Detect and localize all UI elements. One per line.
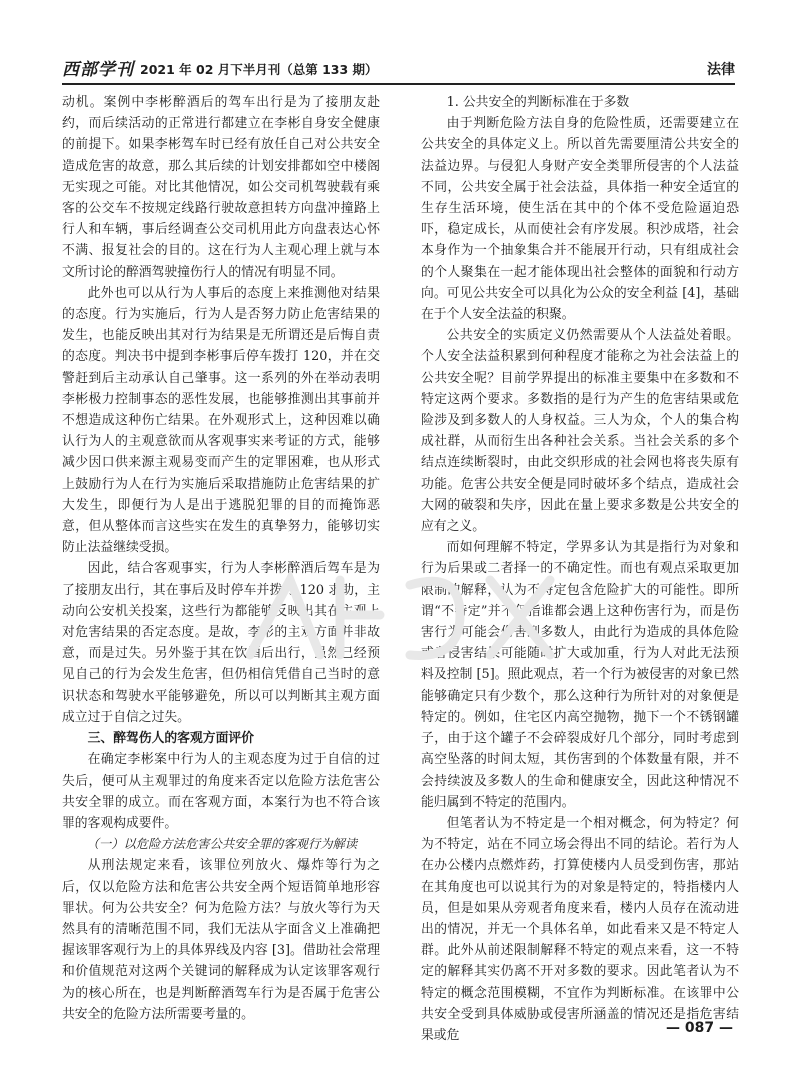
header-rule xyxy=(62,83,735,85)
paragraph: 从刑法规定来看，该罪位列放火、爆炸等行为之后，仅以危险方法和危害公共安全两个短语简单地形容罪状。何为公共安全？何为危险方法？与放火等行为天然具有的清晰范围不同，我们无法从字面含义上准确把握该罪客观行为上的具体界线及内容 [3]。借助社会常理和价值规范对这两个关键词的解释成为认定该罪客观行为的核心所在，也是判断醉酒驾车行为是否属于危害公共安全的危险方法所需要考量的。 xyxy=(62,858,380,1022)
paragraph: 动机。案例中李彬醉酒后的驾车出行是为了接朋友赴约，而后续活动的正常进行都建立在李彬自身安全健康的前提下。如果李彬驾车时已经有放任自己对公共安全造成危害的故意，那么其后续的计划安排都如空中楼阁无实现之可能。对比其他情况，如公交司机驾驶载有乘客的公交车不按规定线路行驶故意担转方向盘冲撞路上行人和车辆，事后经调查公交司机用此方向盘表达心怀不满、报复社会的目的。这在行为人主观心理上就与本文所讨论的醉酒驾驶撞伤行人的情况有明显不同。 xyxy=(62,95,380,280)
section-heading: 1. 公共安全的判断标准在于多数 xyxy=(446,95,630,110)
paragraph: 此外也可以从行为人事后的态度上来推测他对结果的态度。行为实施后，行为人是否努力防止危害结果的发生，也能反映出其对行为结果是无所谓还是后悔自责的态度。判决书中提到李彬事后停车拨打 120，并在交警赶到后主动承认自己肇事。这一系列的外在举动表明李彬极力控制事态的恶性发展，也能够推测出其事前并不想造成这种伤亡结果。在外观形式上，这种因难以确认行为人的主观意欲而从客观事实来考证的方式，能够减少因口供来源主观易变而产生的定罪困难，也从形式上鼓励行为人在行为实施后采取措施防止危害结果的扩大发生，即便行为人是出于逃脱犯罪的目的而掩饰恶意，但从整体而言这些实在发生的真挚努力，能够切实防止法益继续受损。 xyxy=(62,285,380,556)
paragraph: 但笔者认为不特定是一个相对概念，何为特定？何为不特定，站在不同立场会得出不同的结论。若行为人在办公楼内点燃炸药，打算使楼内人员受到伤害，那站在其角度也可以说其行为的对象是特定的，特指楼内人员，但是如果从旁观者角度来看，楼内人员存在流动进出的情况，并无一个具体名单，如此看来又是不特定人群。此外从前述限制解释不特定的观点来看，这一不特定的解释其实仍离不开对多数的要求。因此笔者认为不特定的概念范围模糊，不宜作为判断标准。在该罪中公共安全受到具体威胁或侵害所涵盖的情况还是指危害结果或危 xyxy=(421,815,739,1043)
header-left xyxy=(62,60,378,80)
section-heading: （一）以危险方法危害公共安全罪的客观行为解读 xyxy=(86,837,358,852)
paragraph: 由于判断危险方法自身的危险性质，还需要建立在公共安全的具体定义上。所以首先需要厘清公共安全的法益边界。与侵犯人身财产安全类罪所侵害的个人法益不同，公共安全属于社会法益，具体指一种安全适宜的生存生活环境，使生活在其中的个体不受危险逼迫恐吓，稳定成长，从而使社会有序发展。积沙成塔，社会本身作为一个抽象集合并不能展开行动，只有组成社会的个人聚集在一起才能体现出社会整体的面貌和行动方向。可见公共安全可以具化为公众的安全利益 [4]，基础在于个人安全法益的积聚。 xyxy=(421,116,739,323)
paragraph: 因此，结合客观事实，行为人李彬醉酒后驾车是为了接朋友出行，其在事后及时停车并拨打 120 求助，主动向公安机关投案，这些行为都能够反映出其在主观上对危害结果的否定态度。是故，李彬的主观方面并非故意，而是过失。另外鉴于其在饮酒后出行，虽然已经预见自己的行为会发生危害，但仍相信凭借自己当时的意识状态和驾驶水平能够避免，所以可以判断其主观方面成立过于自信之过失。 xyxy=(62,561,380,725)
right-column xyxy=(421,92,739,1046)
issue-info: 2021 年 02 月下半月刊（总第 133 期） xyxy=(140,62,378,77)
section-label: 法律 xyxy=(707,62,735,78)
page-number: — 087 — xyxy=(666,1020,733,1036)
section-heading: 三、醉驾伤人的客观方面评价 xyxy=(87,731,254,747)
page-header xyxy=(62,56,735,80)
paragraph: 在确定李彬案中行为人的主观态度为过于自信的过失后，便可从主观罪过的角度来否定以危险方法危害公共安全罪的成立。而在客观方面，本案行为也不符合该罪的客观构成要件。 xyxy=(62,752,380,831)
journal-logo: 西部学刊 xyxy=(62,60,134,80)
left-column xyxy=(62,92,380,1025)
paragraph: 公共安全的实质定义仍然需要从个人法益处着眼。个人安全法益积累到何种程度才能称之为社会法益上的公共安全呢？目前学界提出的标准主要集中在多数和不特定这两个要求。多数指的是行为产生的危害结果或危险涉及到多数人的人身权益。三人为众，个人的集合构成社群，从而衍生出各种社会关系。当社会关系的多个结点连续断裂时，由此交织形成的社会网也将丧失原有功能。危害公共安全便是同时破坏多个结点，造成社会大网的破裂和失序，因此在量上要求多数是公共安全的应有之义。 xyxy=(421,328,739,535)
paragraph: 而如何理解不特定，学界多认为其是指行为对象和行为后果或二者择一的不确定性。而也有观点采取更加限制的解释，认为不特定包含危险扩大的可能性。即所谓“不特定”并不仅指谁都会遇上这种伤害行为，而是伤害行为可能会伤害到多数人，由此行为造成的具体危险或者侵害结果可能随时扩大或加重，行为人对此无法预料及控制 [5]。照此观点，若一个行为被侵害的对象已然能够确定只有少数个，那么这种行为所针对的对象便是特定的。例如，住宅区内高空抛物，抛下一个不锈钢罐子，由于这个罐子不会碎裂成好几个部分，同时考虑到高空坠落的时间太短，其伤害到的个体数量有限，并不会持续波及多数人的生命和健康安全，因此这种情况不能归属到不特定的范围内。 xyxy=(421,540,739,810)
